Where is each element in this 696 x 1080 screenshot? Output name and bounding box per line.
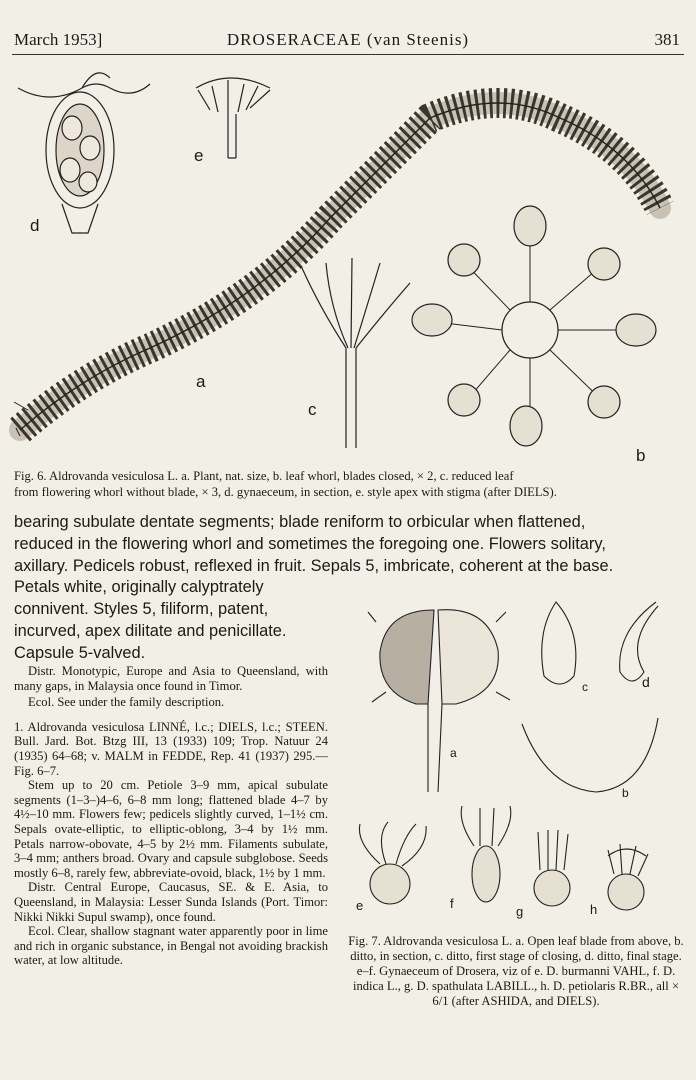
page-number: 381 (654, 30, 680, 49)
figure6-caption-line2: from flowering whorl without blade, × 3, d. gynaeceum, in section, e. style apex with stigma (after DIELS). (14, 485, 557, 499)
fig7-label-b: b (622, 786, 629, 800)
fig7-label-d: d (642, 674, 650, 690)
fig7-label-f: f (450, 896, 454, 911)
header-title: DROSERACEAE (van Steenis) (226, 30, 470, 49)
species-distribution: Distr. Central Europe, Caucasus, SE. & E. Asia, to Queensland, in Malaysia: Lesser Sunda Islands (Port. Timor: Nikki Nikki Supul swamp), once found. (14, 880, 328, 924)
ecology-genus: Ecol. See under the family description. (28, 695, 225, 710)
species-description: Stem up to 20 cm. Petiole 3–9 mm, apical subulate segments (1–3–)4–6, 6–8 mm long; flattened blade 4–7 by 4½–10 mm. Flowers few; pedicels slightly curved, 1–1½ cm. Sepals ovate-elliptic, to elliptic-oblong, 3–4 by 1½ mm. Petals narrow-obovate, 4–5 by 2½ mm. Filaments subulate, 3–4 mm; anthers broad. Ovary and capsule subglobose. Seeds mostly 6–8, rarely few, abbreviate-ovoid, black, 1½ by 1 mm. (14, 778, 328, 880)
fig7-b-section (522, 718, 658, 792)
desc-line-4: Petals white, originally calyptrately (14, 578, 264, 596)
figure6-caption-line1: Fig. 6. Aldrovanda vesiculosa L. a. Plant, nat. size, b. leaf whorl, blades closed, × 2, c. reduced leaf (14, 469, 514, 483)
fig6-label-b: b (636, 446, 646, 465)
desc-line-7: Capsule 5-valved. (14, 644, 146, 662)
fig7-label-g: g (516, 904, 524, 919)
fig7-e-drosera-burmanni (359, 822, 426, 904)
fig6-label-a: a (196, 372, 206, 391)
fig6-a-plant (14, 103, 660, 436)
figure7-illustration (346, 592, 690, 912)
fig7-a-open-leaf-blade (368, 610, 510, 792)
fig7-f-drosera-indica (461, 806, 511, 902)
figure6-illustration (0, 58, 696, 458)
desc-line-2: reduced in the flowering whorl and sometimes the foregoing one. Flowers solitary, (14, 535, 606, 553)
fig7-c-first-stage (542, 602, 576, 684)
desc-line-5: connivent. Styles 5, filiform, patent, (14, 600, 269, 618)
fig6-c-reduced-leaf (302, 258, 410, 448)
header-rule (12, 54, 684, 55)
fig6-label-e: e (194, 146, 204, 165)
fig6-e-style-apex (196, 78, 270, 158)
fig6-label-d: d (30, 216, 40, 235)
figure7-caption: Fig. 7. Aldrovanda vesiculosa L. a. Open leaf blade from above, b. ditto, in section, c. ditto, first stage of closing, d. ditto, final stage. e–f. Gynaeceum of Drosera, viz of e. D. burmanni VAHL, f. D. indica L., g. D. spathulata LABILL., h. D. petiolaris R.BR., all × 6/1 (after ASHIDA, and DIELS). (348, 934, 684, 1008)
figure6-caption (14, 468, 684, 500)
fig6-label-c: c (308, 400, 317, 419)
desc-line-3: axillary. Pedicels robust, reflexed in fruit. Sepals 5, imbricate, coherent at the base. (14, 557, 614, 575)
fig6-b-leaf-whorl (412, 206, 656, 446)
species-heading: 1. Aldrovanda vesiculosa LINNÉ, l.c.; DIELS, l.c.; STEEN. Bull. Jard. Bot. Btzg III, 13 (1933) 109; Trop. Natuur 24 (1935) 64–68; v. MALM in FEDDE, Rep. 41 (1937) 295.—Fig. 6–7. (14, 719, 328, 778)
fig7-label-a: a (450, 746, 457, 760)
fig7-d-final-stage (620, 602, 658, 681)
header-date: March 1953] (14, 30, 103, 49)
fig7-label-e: e (356, 898, 364, 913)
fig7-label-c: c (582, 680, 588, 694)
fig7-label-h: h (590, 902, 598, 917)
genus-description-narrow (14, 576, 344, 664)
genus-description-full (14, 511, 694, 577)
desc-line-6: incurved, apex dilitate and penicillate. (14, 622, 287, 640)
species-ecology: Ecol. Clear, shallow stagnant water apparently poor in lime and rich in organic substance, in Bengal not avoiding brackish water, at low altitude. (14, 924, 328, 968)
distribution-genus: Distr. Monotypic, Europe and Asia to Queensland, with many gaps, in Malaysia once found in Timor. (14, 664, 328, 693)
fig7-g-drosera-spathulata (534, 830, 570, 906)
fig6-d-gynaeceum (18, 73, 150, 233)
desc-line-1: bearing subulate dentate segments; blade reniform to orbicular when flattened, (14, 513, 586, 531)
fig7-h-drosera-petiolaris (608, 844, 648, 910)
left-column (14, 664, 328, 968)
